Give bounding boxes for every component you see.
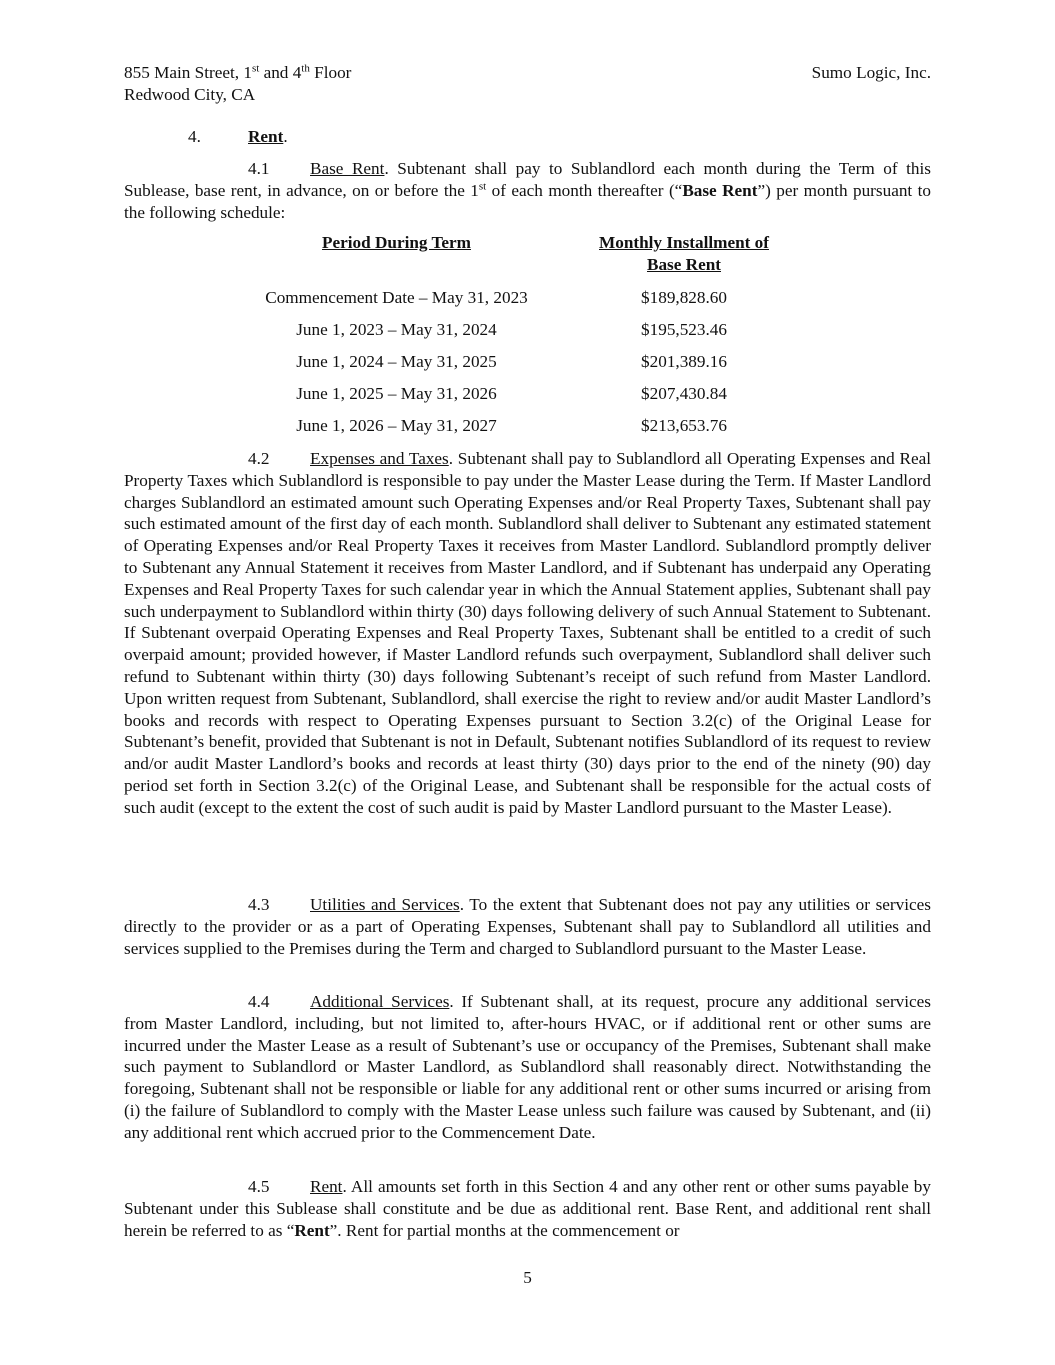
row-period: June 1, 2025 – May 31, 2026 xyxy=(296,384,497,403)
paragraph-number: 4.3 xyxy=(248,895,270,914)
paragraph-4-2: 4.2 Expenses and Taxes. Subtenant shall pay to Sublandlord all Operating Expenses and Real Property Taxes which Sublandlord is responsible to pay under the Master Lease during the Term. If Master Landlord charges Sublandlord an estimated amount such Operating Expenses and/or Real Property Taxes, Subtenant shall pay such estimated amount of the first day of each month. Sublandlord shall deliver to Subtenant any estimated statement of Operating Expenses and/or Real Property Taxes it receives from Master Landlord. Sublandlord promptly deliver to Subtenant any Annual Statement it receives from Master Landlord, and if Subtenant has underpaid any Operating Expenses and Real Property Taxes for such calendar year in which the Annual Statement applies, Subtenant shall pay such underpayment to Sublandlord within thirty (30) days following delivery of such Annual Statement to Subtenant. If Subtenant overpaid Operating Expenses and Real Property Taxes, Subtenant shall be entitled to a credit of such overpaid amount; provided however, if Master Landlord refunds such overpayment, Sublandlord shall deliver such refund to Subtenant within thirty (30) days following Subtenant’s receipt of such refund from Master Landlord. Upon written request from Subtenant, Sublandlord, shall exercise the right to review and/or audit Master Landlord’s books and records with respect to Operating Expenses pursuant to Section 3.2(c) of the Original Lease for Subtenant’s benefit, provided that Subtenant is not in Default, Subtenant notifies Sublandlord of its request to review and/or audit Master Landlord’s books and records at least thirty (30) days prior to the end of the ninety (90) day period set forth in Section 3.2(c) of the Original Lease, and Subtenant shall be responsible for the actual costs of such audit (except to the extent the cost of such audit is paid by Master Landlord pursuant to the Master Lease). xyxy=(124,449,931,817)
header-address-line2: Redwood City, CA xyxy=(124,84,256,104)
header-company: Sumo Logic, Inc. xyxy=(811,63,931,82)
row-amount: $189,828.60 xyxy=(641,288,727,307)
row-period: June 1, 2024 – May 31, 2025 xyxy=(296,352,497,371)
section-title: Rent xyxy=(248,127,284,146)
table-header-amount: Monthly Installment of Base Rent xyxy=(599,233,769,274)
defined-term: Rent xyxy=(294,1220,330,1240)
row-period: Commencement Date – May 31, 2023 xyxy=(265,288,528,307)
paragraph-heading: Utilities and Services xyxy=(310,895,460,914)
paragraph-heading: Rent xyxy=(310,1177,343,1196)
section-number: 4. xyxy=(188,127,201,146)
row-period: June 1, 2023 – May 31, 2024 xyxy=(296,320,497,339)
paragraph-4-5: 4.5 Rent. All amounts set forth in this Section 4 and any other rent or other sums payable by Subtenant under this Sublease shall constitute and be due as additional rent. Base Rent, and additional rent shall herein be referred to as “Rent”. Rent for partial months at the commencement or xyxy=(124,1177,931,1240)
page-number: 5 xyxy=(523,1268,532,1287)
table-header-period: Period During Term xyxy=(322,233,471,252)
paragraph-number: 4.5 xyxy=(248,1177,270,1196)
paragraph-number: 4.1 xyxy=(248,159,270,178)
header-address-line1: 855 Main Street, 1st and 4th Floor xyxy=(124,62,352,82)
paragraph-number: 4.2 xyxy=(248,449,270,468)
paragraph-4-4: 4.4 Additional Services. If Subtenant shall, at its request, procure any additional services from Master Landlord, including, but not limited to, after-hours HVAC, or if additional rent or other sums are incurred under the Master Lease as a result of Subtenant’s use or occupancy of the Premises, Subtenant shall make such payment to Sublandlord or Master Landlord, as Sublandlord shall reasonably direct. Notwithstanding the foregoing, Subtenant shall not be responsible or liable for any additional rent or other sums incurred or arising from (i) the failure of Sublandlord to comply with the Master Lease unless such failure was caused by Subtenant, and (ii) any additional rent which accrued prior to the Commencement Date. xyxy=(124,992,931,1142)
paragraph-heading: Base Rent xyxy=(310,159,385,178)
row-amount: $213,653.76 xyxy=(641,416,727,435)
paragraph-number: 4.4 xyxy=(248,992,270,1011)
header-address xyxy=(124,62,351,106)
row-amount: $207,430.84 xyxy=(641,384,727,403)
row-amount: $195,523.46 xyxy=(641,320,727,339)
paragraph-heading: Additional Services xyxy=(310,992,450,1011)
section-4-heading: 4. Rent. xyxy=(188,127,288,146)
row-amount: $201,389.16 xyxy=(641,352,727,371)
paragraph-4-3: 4.3 Utilities and Services. To the extent that Subtenant does not pay any utilities or services directly to the provider or as a part of Operating Expenses, Subtenant shall pay to Sublandlord all utilities and services supplied to the Premises during the Term and charged to Sublandlord pursuant to the Master Lease. xyxy=(124,895,931,958)
paragraph-4-1: 4.1 Base Rent. Subtenant shall pay to Sublandlord each month during the Term of this Sublease, base rent, in advance, on or before the 1st of each month thereafter (“Base Rent”) per month pursuant to the following schedule: xyxy=(124,159,931,222)
paragraph-heading: Expenses and Taxes xyxy=(310,449,449,468)
defined-term: Base Rent xyxy=(682,180,758,200)
row-period: June 1, 2026 – May 31, 2027 xyxy=(296,416,497,435)
